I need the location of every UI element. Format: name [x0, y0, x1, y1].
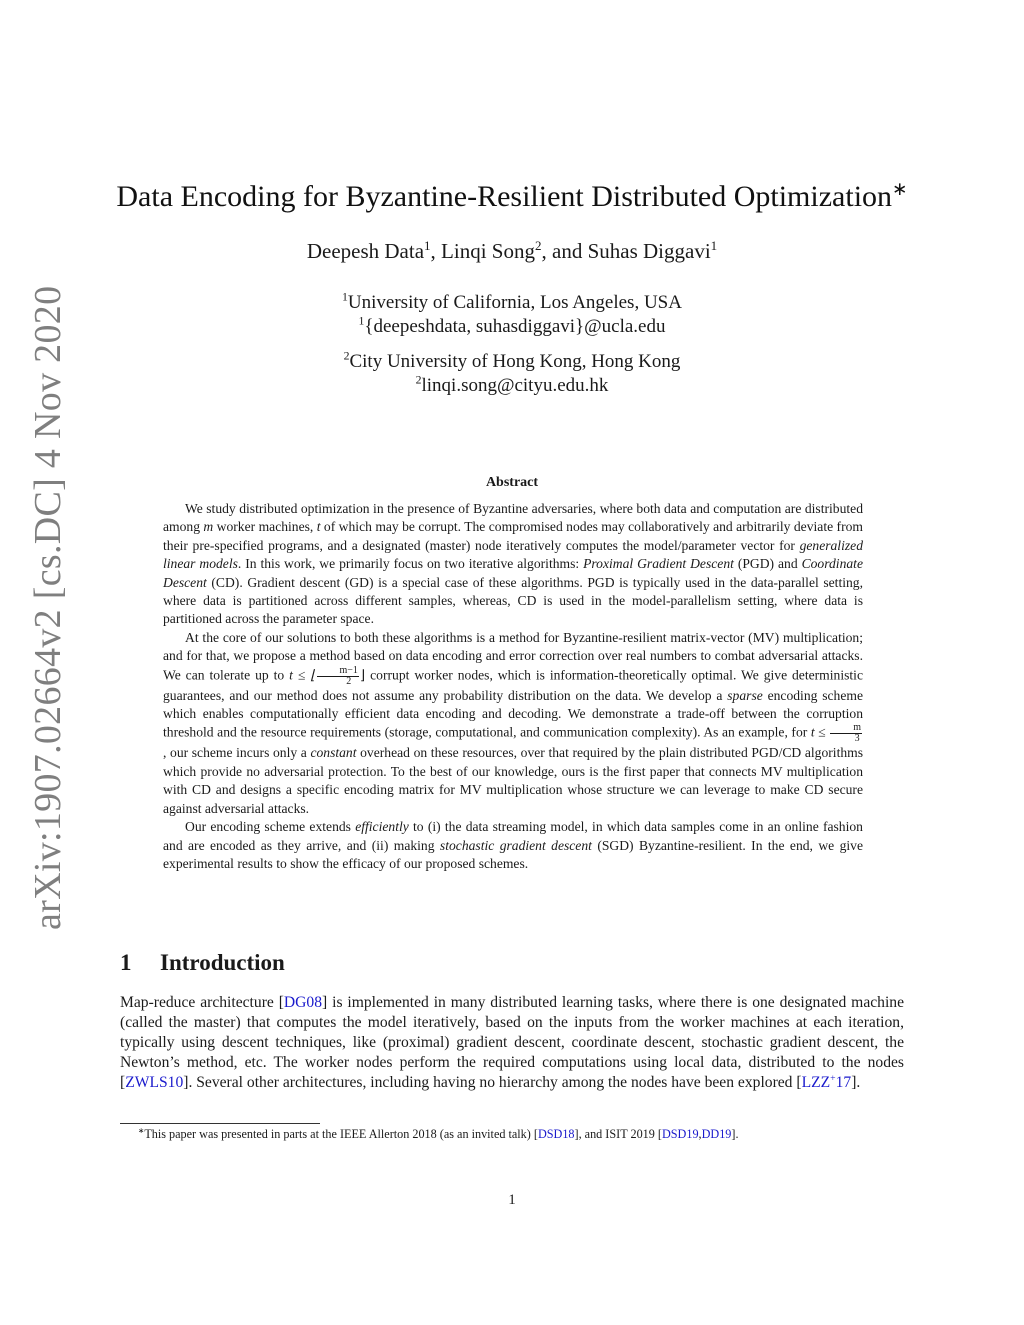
fraction-numerator: m [830, 723, 862, 734]
footnote-rule [120, 1123, 320, 1124]
email-2-text: linqi.song@cityu.edu.hk [421, 375, 609, 396]
citation-link[interactable] [802, 1074, 852, 1091]
affiliation-1-text: University of California, Los Angeles, USA [347, 292, 682, 313]
math-expr: t ≤ ⌊ [289, 667, 316, 683]
abstract-heading: Abstract [485, 475, 539, 490]
abstract-body [163, 500, 863, 873]
affiliation-2 [0, 351, 1024, 373]
fraction [317, 666, 359, 687]
emphasis: Coordinate Descent [163, 556, 863, 590]
email-2 [0, 375, 1024, 397]
abstract-text: , our scheme incurs only a [163, 745, 311, 761]
emphasis: generalized linear models [163, 537, 863, 572]
author-3: , and Suhas Diggavi [541, 239, 711, 263]
arxiv-identifier: arXiv:1907.02664v2 [cs.DC] 4 Nov 2020 [27, 285, 69, 930]
footnote-text: This paper was presented in parts at the IEEE Allerton 2018 (as an invited talk) [ [144, 1127, 538, 1141]
math-expr: ⌋ [359, 667, 366, 683]
abstract-text: We study distributed optimization in the presence of Byzantine adversaries, where both data and computation are distributed among [163, 501, 863, 535]
abstract-text: Our encoding scheme extends [185, 819, 356, 835]
paper-title-text: Data Encoding for Byzantine-Resilient Distributed Optimization [116, 180, 893, 213]
author-1: Deepesh Data [306, 239, 425, 263]
email-1 [0, 316, 1024, 338]
section-number: 1 [120, 950, 132, 975]
intro-text: ] is implemented in many distributed learning tasks, where there is one designated machine (called the master) that computes the model iteratively, based on the inputs from the worker machines at each iteration, typically using descent techniques, like (proximal) gradient descent, coordinate descent, stochastic gradient descent, the Newton’s method, etc. The worker nodes perform the required computations using local data, distributed to the nodes [ [120, 994, 905, 1091]
affiliation-2-mark: 2 [343, 349, 350, 363]
intro-text: ]. [851, 1074, 861, 1091]
math-expr: t ≤ [810, 725, 826, 741]
abstract-text: encoding scheme which enables computationally efficient data encoding and decoding. We demonstrate a trade-off between the corruption threshold and the resource requirements (storage, computational, and communication complexity). As an example, for [163, 687, 863, 741]
affiliation-1 [0, 292, 1024, 314]
introduction-body [120, 993, 904, 1093]
footnote-mark: ∗ [138, 1125, 145, 1135]
emphasis: sparse [727, 687, 763, 703]
abstract-text: to (i) the data streaming model, in which data samples come in an online fashion and are encoded as they arrive, and (ii) making [163, 819, 863, 853]
abstract-text: (PGD) and [733, 556, 802, 572]
math-var: m [203, 519, 214, 535]
title-footnote-mark: ∗ [892, 179, 908, 200]
abstract-text: (CD). Gradient descent (GD) is a special case of these algorithms. PGD is typically used in the data-parallel setting, where data is partitioned across different samples, whereas, CD is used in the model-parallelism setting, where data is partitioned across the parameter space. [163, 574, 863, 627]
abstract-text: overhead on these resources, over that required by the plain distributed PGD/CD algorithms which provide no adversarial protection. To the best of our knowledge, ours is the first paper that connects MV multiplication with CD and designs a specific encoding matrix for MV multiplication whose structure we can leverage to make CD secure against adversarial attacks. [163, 745, 864, 816]
emphasis: efficiently [355, 819, 409, 835]
footnote-text: ], and ISIT 2019 [ [574, 1127, 662, 1141]
footnote-text: ]. [731, 1127, 739, 1141]
author-3-affiliation: 1 [710, 238, 718, 253]
fraction [830, 723, 862, 744]
citation-link[interactable]: DSD18 [537, 1127, 575, 1141]
citation-sup: + [830, 1072, 836, 1084]
fraction-denominator: 3 [854, 733, 860, 745]
emphasis: constant [310, 745, 357, 761]
abstract-text: (SGD) Byzantine-resilient. In the end, we give experimental results to show the efficacy of our proposed schemes. [163, 837, 863, 871]
author-1-affiliation: 1 [424, 238, 431, 253]
math-var: t [316, 519, 321, 535]
author-list [0, 239, 1024, 264]
abstract-paragraph-3 [163, 818, 863, 873]
citation-key: LZZ [801, 1074, 831, 1091]
abstract-text: of which may be corrupt. The compromised nodes may collaboratively and arbitrarily deviate from their pre-specified programs, and a designated (master) node iteratively computes the model/parameter vector for [163, 519, 863, 553]
email-1-mark: 1 [358, 314, 365, 328]
abstract-paragraph-2 [163, 629, 863, 818]
abstract-text: corrupt worker nodes, which is information-theoretically optimal. We give deterministic guarantees, and our method does not assume any probability distribution on the data. We develop a [163, 667, 863, 703]
citation-link[interactable]: DD19 [701, 1127, 732, 1141]
intro-paragraph [120, 993, 904, 1093]
section-heading [120, 950, 285, 976]
citation-link[interactable]: DG08 [283, 994, 323, 1011]
citation-link[interactable]: ZWLS10 [125, 1074, 184, 1091]
paper-title [0, 180, 1024, 214]
section-title: Introduction [160, 950, 285, 975]
emphasis: Proximal Gradient Descent [583, 556, 734, 572]
author-2-affiliation: 2 [534, 238, 542, 253]
emphasis: stochastic gradient descent [439, 837, 592, 853]
affiliation-2-text: City University of Hong Kong, Hong Kong [349, 351, 681, 372]
citation-link[interactable]: DSD19 [661, 1127, 699, 1141]
email-2-mark: 2 [415, 373, 422, 387]
abstract-paragraph-1 [163, 500, 863, 629]
abstract-text: worker machines, [213, 519, 317, 535]
fraction-denominator: 2 [346, 675, 352, 687]
abstract-text: At the core of our solutions to both these algorithms is a method for Byzantine-resilient matrix-vector (MV) multiplication; and for that, we propose a method based on data encoding and error correction over real numbers to combat adversarial attacks. We can tolerate up to [163, 629, 863, 683]
affiliation-1-mark: 1 [342, 290, 348, 304]
author-2: , Linqi Song [430, 239, 535, 263]
intro-text: ]. Several other architectures, including having no hierarchy among the nodes have been explored [ [183, 1074, 802, 1091]
citation-year: 17 [835, 1074, 852, 1091]
email-1-text: {deepeshdata, suhasdiggavi}@ucla.edu [364, 316, 666, 337]
abstract-text: . In this work, we primarily focus on two iterative algorithms: [237, 556, 584, 572]
footnote: ∗This paper was presented in parts at the IEEE Allerton 2018 (as an invited talk) [DSD18], and ISIT 2019 [DSD19,DD19]. [138, 1125, 739, 1141]
intro-text: Map-reduce architecture [ [120, 994, 284, 1011]
fraction-numerator: m−1 [317, 666, 359, 677]
page-number: 1 [508, 1192, 516, 1208]
